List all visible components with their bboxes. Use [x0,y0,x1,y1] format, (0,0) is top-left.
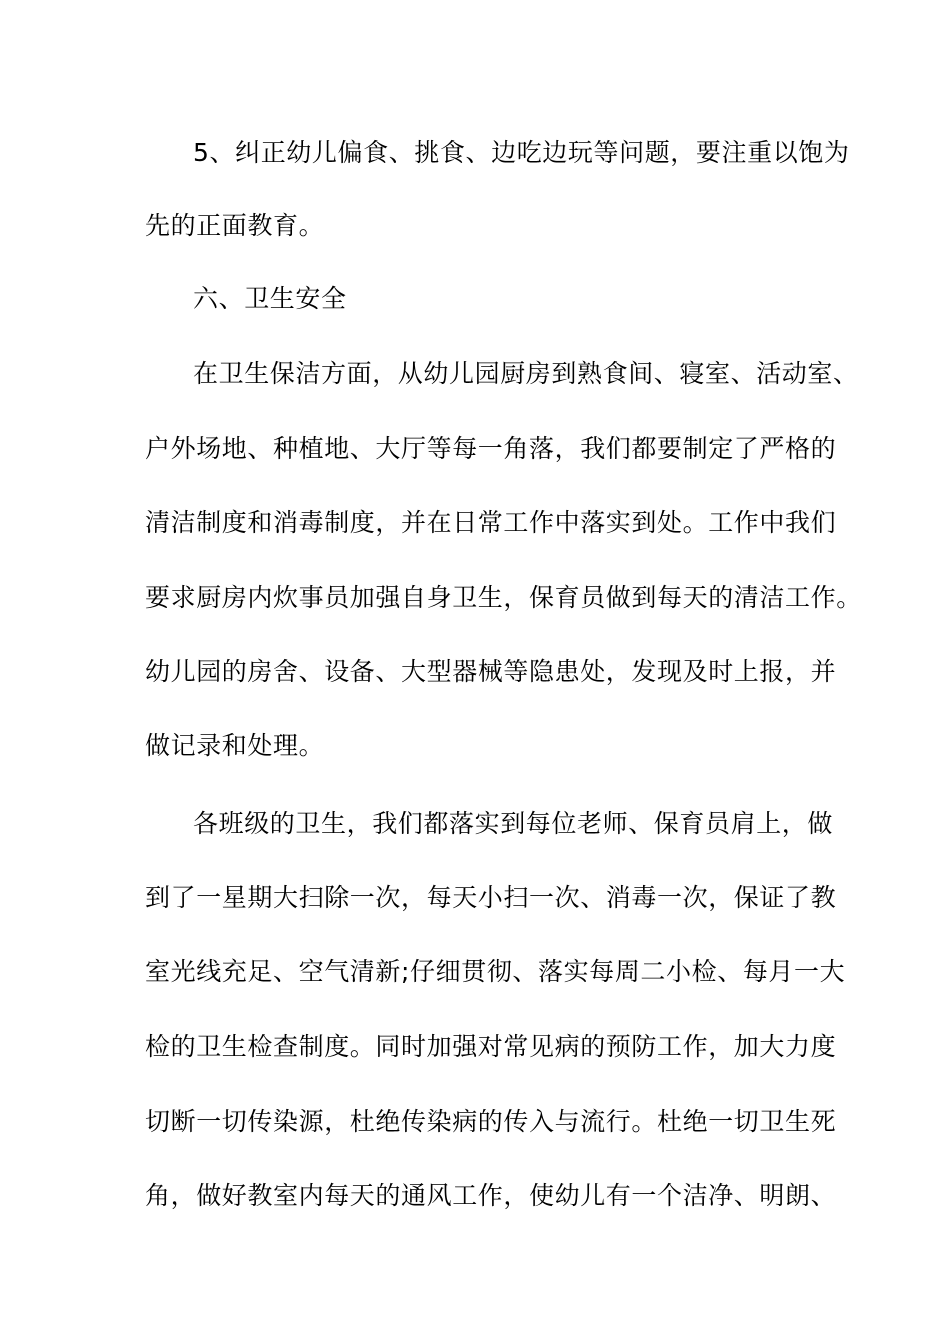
section-heading: 六、卫生安全 [193,284,347,313]
text-line: 做记录和处理。 [145,731,325,760]
text-line: 角，做好教室内每天的通风工作，使幼儿有一个洁净、明朗、 [145,1181,837,1210]
text-line: 先的正面教育。 [145,211,325,240]
text-line: 幼儿园的房舍、设备、大型器械等隐患处，发现及时上报，并 [145,657,837,686]
text-line: 室光线充足、空气清新;仔细贯彻、落实每周二小检、每月一大 [145,957,846,986]
text-line: 到了一星期大扫除一次，每天小扫一次、消毒一次，保证了教 [145,883,837,912]
text-line: 户外场地、种植地、大厅等每一角落，我们都要制定了严格的 [145,434,837,463]
text-line: 各班级的卫生，我们都落实到每位老师、保育员肩上，做 [193,809,834,838]
text-line: 要求厨房内炊事员加强自身卫生，保育员做到每天的清洁工作。 [145,583,862,612]
text-line: 在卫生保洁方面，从幼儿园厨房到熟食间、寝室、活动室、 [193,359,859,388]
text-line: 检的卫生检查制度。同时加强对常见病的预防工作，加大力度 [145,1032,837,1061]
text-line: 清洁制度和消毒制度，并在日常工作中落实到处。工作中我们 [145,508,837,537]
text-line: 切断一切传染源，杜绝传染病的传入与流行。杜绝一切卫生死 [145,1107,837,1136]
text-line: 5、纠正幼儿偏食、挑食、边吃边玩等问题，要注重以饱为 [193,138,850,167]
